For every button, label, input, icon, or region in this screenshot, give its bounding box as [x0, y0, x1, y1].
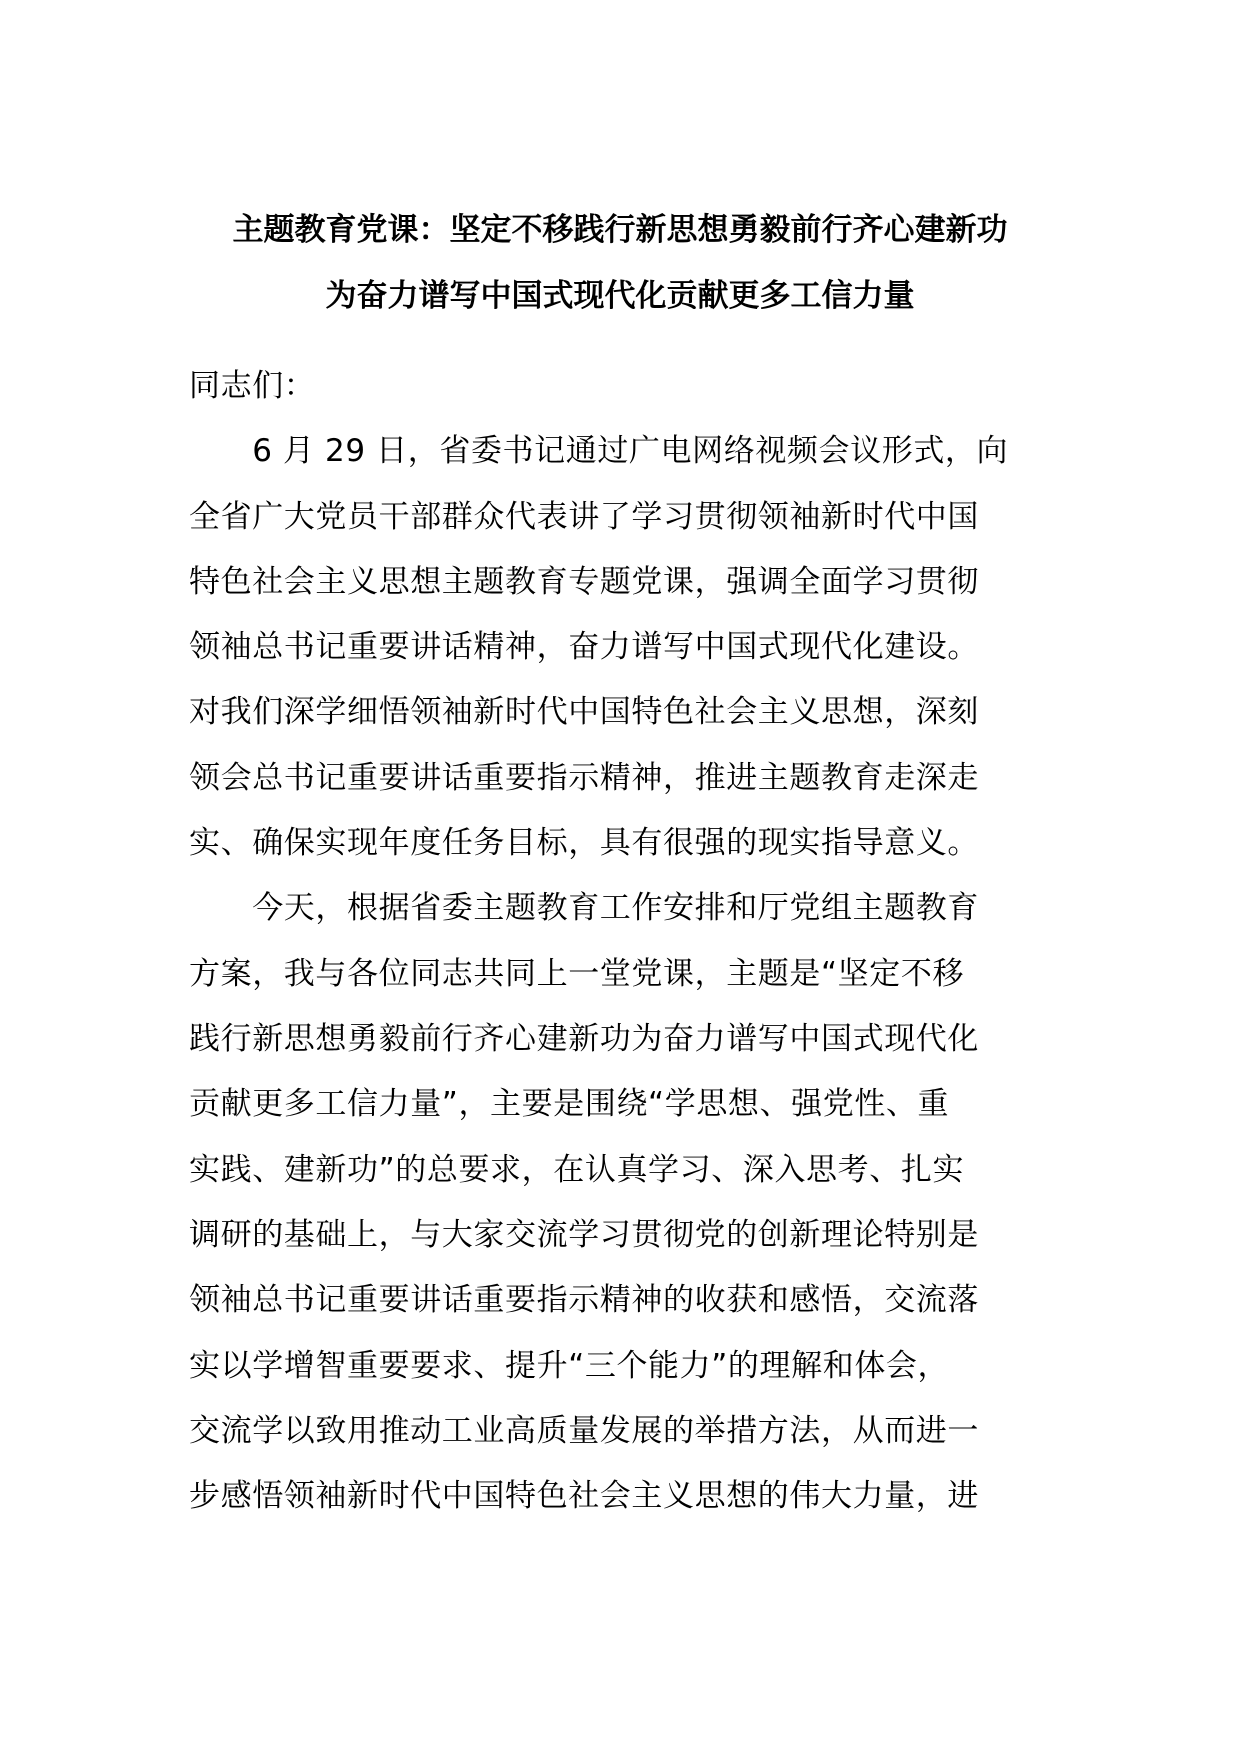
body-line: 同志们： [189, 368, 316, 404]
body-line: 领袖总书记重要讲话重要指示精神的收获和感悟，交流落 [189, 1282, 979, 1318]
body-line: 贡献更多工信力量”，主要是围绕“学思想、强党性、重 [189, 1086, 950, 1122]
body-line: 践行新思想勇毅前行齐心建新功为奋力谱写中国式现代化 [189, 1021, 979, 1057]
body-line: 实以学增智重要要求、提升“三个能力”的理解和体会， [189, 1348, 950, 1384]
body-line: 6 月 29 日，省委书记通过广电网络视频会议形式，向 [189, 433, 1009, 469]
body-line: 领袖总书记重要讲话精神，奋力谱写中国式现代化建设。 [189, 629, 979, 665]
body-line: 领会总书记重要讲话重要指示精神，推进主题教育走深走 [189, 760, 979, 796]
body-line: 方案，我与各位同志共同上一堂党课，主题是“坚定不移 [189, 956, 965, 992]
body-line: 实践、建新功”的总要求，在认真学习、深入思考、扎实 [189, 1152, 965, 1188]
body-line: 今天，根据省委主题教育工作安排和厅党组主题教育 [189, 890, 979, 926]
body-line: 特色社会主义思想主题教育专题党课，强调全面学习贯彻 [189, 564, 979, 600]
body-line: 交流学以致用推动工业高质量发展的举措方法，从而进一 [189, 1413, 979, 1449]
body-line: 步感悟领袖新时代中国特色社会主义思想的伟大力量，进 [189, 1478, 979, 1514]
document-title-line-1: 主题教育党课：坚定不移践行新思想勇毅前行齐心建新功 [232, 212, 1008, 248]
body-line: 调研的基础上，与大家交流学习贯彻党的创新理论特别是 [189, 1217, 979, 1253]
document-title-line-2: 为奋力谱写中国式现代化贡献更多工信力量 [325, 278, 915, 314]
body-line: 全省广大党员干部群众代表讲了学习贯彻领袖新时代中国 [189, 499, 979, 535]
body-line: 对我们深学细悟领袖新时代中国特色社会主义思想，深刻 [189, 694, 979, 730]
body-line: 实、确保实现年度任务目标，具有很强的现实指导意义。 [189, 825, 979, 861]
